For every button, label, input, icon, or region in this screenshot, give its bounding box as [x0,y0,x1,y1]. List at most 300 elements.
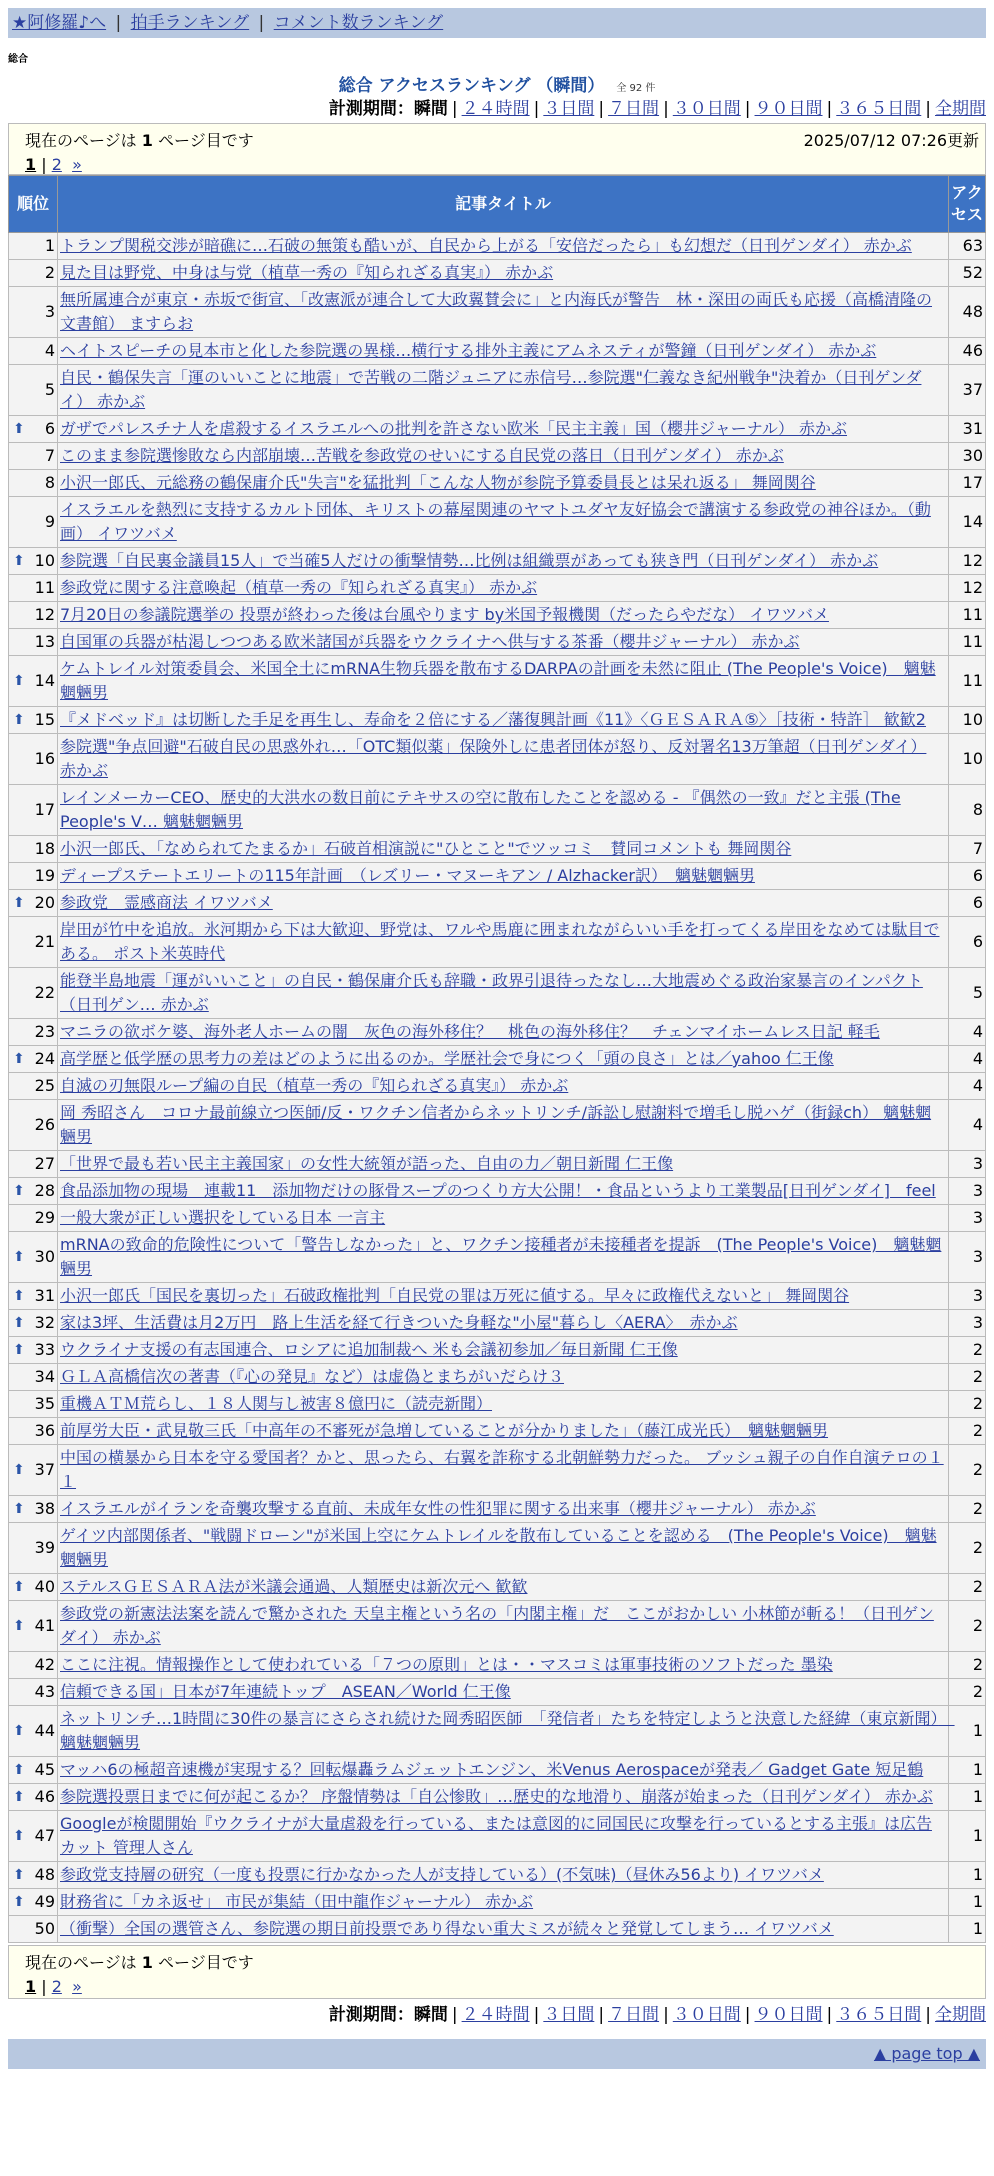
count-cell: 2 [949,1337,986,1364]
title-cell [58,1337,949,1364]
table-row [9,890,986,917]
article-link[interactable]: このまま参院選惨敗なら内部崩壊…苦戦を参政党のせいにする自民党の落日（日刊ゲンダイ） 赤かぶ [60,446,784,465]
up-arrow-icon: ⬆ [13,1462,25,1478]
table-row [9,1445,986,1496]
current-page-text [25,1950,977,1973]
title-cell [58,1232,949,1283]
rank-number: 41 [34,1616,55,1635]
table-row [9,416,986,443]
up-arrow-icon: ⬆ [13,1867,25,1883]
page-info-box-bottom [8,1945,986,1999]
article-link[interactable]: 能登半島地震「運がいいこと」の自民・鶴保庸介氏も辞職・政界引退待ったなし…大地震めぐる政治家暴言のインパクト（日刊ゲン… 赤かぶ [60,971,923,1014]
period-separator: | [451,2005,458,2025]
page-title-row [0,71,994,96]
rank-cell [9,1889,58,1916]
title-cell [58,416,949,443]
article-link[interactable]: ゲイツ内部関係者、"戦闘ドローン"が米国上空にケムトレイルを散布していることを認める (The People's Voice) 魑魅魍魎男 [60,1526,937,1569]
title-cell [58,260,949,287]
table-row [9,1496,986,1523]
article-link[interactable]: 見た目は野党、中身は与党（植草一秀の『知られざる真実』） 赤かぶ [60,263,554,282]
article-link[interactable]: 7月20日の参議院選挙の 投票が終わった後は台風やります by米国予報機関（だったらやだな） イワツバメ [60,605,829,624]
rank-number: 50 [34,1919,55,1938]
page-link-2[interactable]: 2 [51,1977,62,1996]
footer-bar [8,2039,986,2069]
title-cell [58,548,949,575]
title-cell [58,734,949,785]
table-row [9,1757,986,1784]
count-cell: 2 [949,1574,986,1601]
title-cell [58,497,949,548]
rank-number: 48 [34,1865,55,1884]
period-link-2[interactable]: ３日間 [543,99,595,119]
page-title: 総合 アクセスランキング （瞬間） [338,76,605,96]
count-cell: 30 [949,443,986,470]
count-cell: 31 [949,416,986,443]
count-cell: 2 [949,1523,986,1574]
rank-cell [9,1916,58,1943]
period-link-2[interactable]: ３日間 [543,2005,595,2025]
title-cell [58,575,949,602]
period-link-6[interactable]: ３６５日間 [836,99,922,119]
article-link[interactable]: イスラエルを熱烈に支持するカルト団体、キリストの幕屋関連のヤマトユダヤ友好協会で講演する参政党の神谷ほか。（動画） イワツバメ [60,500,931,543]
page-link-1: 1 [25,1977,37,1996]
rank-cell [9,1337,58,1364]
article-link[interactable]: 信頼できる国」日本が7年連続トップ ASEAN／World 仁王像 [60,1682,511,1701]
table-row [9,287,986,338]
title-cell [58,1151,949,1178]
table-row [9,1391,986,1418]
article-link[interactable]: 無所属連合が東京・赤坂で街宣、「改憲派が連合して大政翼賛会に」と内海氏が警告 林・深田の両氏も応援（高橋清隆の文書館） ますらお [60,290,933,333]
rank-header: 順位 [9,176,58,233]
count-cell: 8 [949,785,986,836]
rank-number: 7 [44,446,55,465]
count-cell: 4 [949,1019,986,1046]
article-link[interactable]: レインメーカーCEO、歴史的大洪水の数日前にテキサスの空に散布したことを認める - 『偶然の一致』だと主張 (The People's V… 魑魅魍魎男 [60,788,901,831]
article-link[interactable]: ヘイトスピーチの見本市と化した参院選の異様…横行する排外主義にアムネスティが警鐘（日刊ゲンダイ） 赤かぶ [60,341,877,360]
article-link[interactable]: 参政党に関する注意喚起（植草一秀の『知られざる真実』） 赤かぶ [60,578,538,597]
article-link[interactable]: 岡 秀昭さん コロナ最前線立つ医師/反・ワクチン信者からネットリンチ/訴訟し慰謝料で増毛し脱ハゲ（街録ch） 魑魅魍魎男 [60,1103,932,1146]
count-cell: 2 [949,1652,986,1679]
count-cell: 4 [949,1100,986,1151]
rank-number: 39 [34,1538,55,1557]
rank-cell [9,1523,58,1574]
period-current: 瞬間 [413,2005,448,2025]
period-label: 計測期間： [328,99,414,119]
up-arrow-icon: ⬆ [13,553,25,569]
rank-cell [9,470,58,497]
table-row [9,233,986,260]
title-cell [58,1310,949,1337]
count-cell: 11 [949,656,986,707]
clap-ranking-link[interactable]: 拍手ランキング [130,13,250,33]
article-link[interactable]: ウクライナ支援の有志国連合、ロシアに追加制裁へ 米も会議初参加／毎日新聞 仁王像 [60,1340,678,1359]
count-cell: 3 [949,1283,986,1310]
rank-cell [9,1445,58,1496]
period-separator: | [533,2005,540,2025]
period-link-6[interactable]: ３６５日間 [836,2005,922,2025]
rank-number: 27 [34,1154,55,1173]
count-cell: 17 [949,470,986,497]
period-separator: | [826,2005,833,2025]
rank-number: 43 [34,1682,55,1701]
title-cell [58,1019,949,1046]
rank-number: 22 [34,983,55,1002]
top-nav-bar [8,8,986,38]
article-link[interactable]: ケムトレイル対策委員会、米国全土にmRNA生物兵器を散布するDARPAの計画を未然に阻止 (The People's Voice) 魑魅魍魎男 [60,659,936,702]
table-row [9,365,986,416]
period-selector [8,97,986,121]
rank-cell [9,602,58,629]
rank-cell [9,338,58,365]
rank-cell [9,548,58,575]
period-link-7[interactable]: 全期間 [935,2005,986,2025]
article-link[interactable]: Googleが検閲開始『ウクライナが大量虐殺を行っている、または意図的に同国民に攻撃を行っているとする主張』は広告カット 管理人さん [60,1814,932,1857]
up-arrow-icon: ⬆ [13,1183,25,1199]
article-link[interactable]: 参政党支持層の研究（一度も投票に行かなかった人が支持している）(不気味)（昼休み56より) イワツバメ [60,1865,824,1884]
up-arrow-icon: ⬆ [13,673,25,689]
count-cell: 11 [949,602,986,629]
period-link-7[interactable]: 全期間 [935,99,986,119]
next-page-link[interactable]: » [72,155,82,174]
rank-cell [9,968,58,1019]
table-row [9,1205,986,1232]
up-arrow-icon: ⬆ [13,1342,25,1358]
pagination-space [62,155,72,174]
table-row [9,1574,986,1601]
rank-number: 4 [44,341,55,360]
count-cell: 10 [949,707,986,734]
table-header-row [9,176,986,233]
period-label: 計測期間： [328,2005,414,2025]
period-separator: | [663,2005,669,2025]
table-row [9,338,986,365]
rank-number: 45 [34,1760,55,1779]
pagination [25,155,977,174]
period-separator: | [533,99,540,119]
table-row [9,1073,986,1100]
table-row [9,575,986,602]
rank-cell [9,1364,58,1391]
rank-cell [9,1574,58,1601]
title-header: 記事タイトル [58,176,949,233]
up-arrow-icon: ⬆ [13,1315,25,1331]
rank-cell [9,629,58,656]
count-cell: 5 [949,968,986,1019]
title-cell [58,287,949,338]
count-cell: 14 [949,497,986,548]
count-cell: 63 [949,233,986,260]
rank-number: 16 [34,749,55,768]
count-cell: 6 [949,890,986,917]
rank-number: 31 [34,1286,55,1305]
rank-number: 9 [44,512,55,531]
rank-number: 29 [34,1208,55,1227]
rank-number: 2 [44,263,55,282]
rank-number: 32 [34,1313,55,1332]
title-cell [58,1889,949,1916]
page-number: 1 [141,131,153,150]
article-link[interactable]: 財務省に「カネ返せ」 市民が集結（田中龍作ジャーナル） 赤かぶ [60,1892,534,1911]
title-cell [58,1784,949,1811]
count-cell: 2 [949,1496,986,1523]
rank-cell [9,656,58,707]
title-cell [58,602,949,629]
article-link[interactable]: 食品添加物の現場 連載11 添加物だけの豚骨スープのつくり方大公開！・食品というより工業製品[日刊ゲンダイ] feel [60,1181,936,1200]
count-cell: 1 [949,1706,986,1757]
rank-number: 5 [44,380,55,399]
article-link[interactable]: 高学歴と低学歴の思考力の差はどのように出るのか。学歴社会で身につく「頭の良さ」とは／yahoo 仁王像 [60,1049,834,1068]
table-row [9,602,986,629]
article-link[interactable]: ＧＬＡ高橋信次の著書（『心の発見』など）は虚偽とまちがいだらけ３ [60,1367,565,1386]
rank-cell [9,1784,58,1811]
title-cell [58,1862,949,1889]
rank-cell [9,1601,58,1652]
rank-cell [9,917,58,968]
title-cell [58,443,949,470]
count-header: アクセス [949,176,986,233]
article-link[interactable]: mRNAの致命的危険性について「警告しなかった」と、ワクチン接種者が未接種者を提訴 (The People's Voice) 魑魅魍魎男 [60,1235,942,1278]
count-cell: 1 [949,1916,986,1943]
table-row [9,917,986,968]
title-cell [58,1574,949,1601]
title-cell [58,1445,949,1496]
up-arrow-icon: ⬆ [13,712,25,728]
article-link[interactable]: マッハ6の極超音速機が実現する？回転爆轟ラムジェットエンジン、米Venus Aerospaceが発表／ Gadget Gate 短足鶴 [60,1760,924,1779]
title-cell [58,1811,949,1862]
table-row [9,1862,986,1889]
article-link[interactable]: 重機ＡＴＭ荒らし、１８人関与し被害８億円に（読売新聞） [60,1394,493,1413]
count-cell: 2 [949,1679,986,1706]
article-link[interactable]: 自民・鶴保失言「運のいいことに地震」で苦戦の二階ジュニアに赤信号…参院選"仁義なき紀州戦争"決着か（日刊ゲンダイ） 赤かぶ [60,368,922,411]
article-link[interactable]: ここに注視。情報操作として使われている「７つの原則」とは・・マスコミは軍事技術のソフトだった 墨染 [60,1655,833,1674]
rank-number: 37 [34,1460,55,1479]
period-link-4[interactable]: ３０日間 [672,2005,741,2025]
table-row [9,1916,986,1943]
title-cell [58,1757,949,1784]
article-link[interactable]: 小沢一郎氏、元総務の鶴保庸介氏"失言"を猛批判「こんな人物が参院予算委員長とは呆れ返る」 舞岡関谷 [60,473,816,492]
rank-cell [9,1178,58,1205]
article-link[interactable]: 参院選"争点回避"石破自民の思惑外れ…「OTC類似薬」保険外しに患者団体が怒り、反対署名13万筆超（日刊ゲンダイ） 赤かぶ [60,737,927,780]
table-row [9,443,986,470]
count-cell: 3 [949,1151,986,1178]
article-link[interactable]: 参院選「自民裏金議員15人」で当確5人だけの衝撃情勢…比例は組織票があっても狭き門（日刊ゲンダイ） 赤かぶ [60,551,879,570]
rank-number: 14 [34,671,55,690]
article-link[interactable]: 岸田が竹中を追放。氷河期から下は大歓迎、野党は、ワルや馬鹿に囲まれながらいい手を打ってくる岸田をなめては駄目である。 ポスト米英時代 [60,920,940,963]
period-link-3[interactable]: ７日間 [608,99,660,119]
rank-number: 13 [34,632,55,651]
title-cell [58,1418,949,1445]
rank-number: 25 [34,1076,55,1095]
count-cell: 1 [949,1889,986,1916]
up-arrow-icon: ⬆ [13,1249,25,1265]
article-link[interactable]: 小沢一郎氏、「なめられてたまるか」石破首相演説に"ひとこと"でツッコミ 賛同コメントも 舞岡関谷 [60,839,792,858]
article-link[interactable]: 前厚労大臣・武見敬三氏「中高年の不審死が急増していることが分かりました」（藤江成光氏） 魑魅魍魎男 [60,1421,829,1440]
rank-number: 8 [44,473,55,492]
page-text-prefix: 現在のページは [25,1953,142,1972]
title-cell [58,233,949,260]
comment-ranking-link[interactable]: コメント数ランキング [273,13,444,33]
table-row [9,1784,986,1811]
count-cell: 11 [949,629,986,656]
count-cell: 1 [949,1784,986,1811]
title-cell [58,470,949,497]
count-cell: 37 [949,365,986,416]
period-separator: | [598,2005,605,2025]
rank-cell [9,1310,58,1337]
rank-number: 47 [34,1826,55,1845]
count-cell: 1 [949,1757,986,1784]
rank-cell [9,890,58,917]
period-link-5[interactable]: ９０日間 [754,99,823,119]
rank-cell [9,1283,58,1310]
title-cell [58,1073,949,1100]
article-link[interactable]: トランプ関税交渉が暗礁に…石破の無策も酷いが、自民から上がる「安倍だったら」も幻想だ（日刊ゲンダイ） 赤かぶ [60,236,912,255]
table-row [9,1418,986,1445]
title-cell [58,365,949,416]
category-label: 総合 [8,54,28,65]
rank-cell [9,1205,58,1232]
period-separator: | [925,2005,931,2025]
up-arrow-icon: ⬆ [13,1789,25,1805]
period-link-4[interactable]: ３０日間 [672,99,741,119]
rank-number: 26 [34,1115,55,1134]
rank-number: 20 [34,893,55,912]
article-link[interactable]: イスラエルがイランを奇襲攻撃する直前、未成年女性の性犯罪に関する出来事（櫻井ジャーナル） 赤かぶ [60,1499,816,1518]
home-link[interactable]: ★阿修羅♪へ [12,13,107,33]
article-link[interactable]: ディープステートエリートの115年計画 （レズリー・マヌーキアン / Alzhacker訳） 魑魅魍魎男 [60,866,755,885]
up-arrow-icon: ⬆ [13,1723,25,1739]
count-cell: 2 [949,1418,986,1445]
count-cell: 4 [949,1073,986,1100]
table-row [9,707,986,734]
article-link[interactable]: ステルスＧＥＳＡＲＡ法が米議会通過、人類歴史は新次元へ 歓歓 [60,1577,528,1596]
title-cell [58,1100,949,1151]
period-link-1[interactable]: ２４時間 [461,99,530,119]
page-text-suffix: ページ目です [152,1953,254,1972]
article-link[interactable]: ガザでパレスチナ人を虐殺するイスラエルへの批判を許さない欧米「民主主義」国（櫻井ジャーナル） 赤かぶ [60,419,848,438]
period-link-3[interactable]: ７日間 [608,2005,660,2025]
table-row [9,1364,986,1391]
title-cell [58,1652,949,1679]
title-cell [58,1178,949,1205]
rank-number: 38 [34,1499,55,1518]
rank-cell [9,1073,58,1100]
table-row [9,656,986,707]
title-cell [58,1364,949,1391]
rank-number: 15 [34,710,55,729]
rank-cell [9,287,58,338]
rank-cell [9,863,58,890]
rank-number: 17 [34,800,55,819]
rank-cell [9,1391,58,1418]
pagination-space [62,1977,72,1996]
rank-cell [9,443,58,470]
article-link[interactable]: 一般大衆が正しい選択をしている日本 一言主 [60,1208,386,1227]
period-link-1[interactable]: ２４時間 [461,2005,530,2025]
rank-number: 23 [34,1022,55,1041]
rank-number: 6 [44,419,55,438]
rank-number: 10 [34,551,55,570]
page-text-suffix: ページ目です [152,131,254,150]
article-link[interactable]: （衝撃）全国の選管さん、参院選の期日前投票であり得ない重大ミスが続々と発覚してしまう… イワツバメ [60,1919,834,1938]
period-separator: | [744,2005,751,2025]
title-cell [58,890,949,917]
table-row [9,1178,986,1205]
article-link[interactable]: 参政党 霊感商法 イワツバメ [60,893,273,912]
total-count: 全 92 件 [616,83,656,94]
rank-number: 19 [34,866,55,885]
count-cell: 3 [949,1205,986,1232]
count-cell: 3 [949,1310,986,1337]
article-link[interactable]: 参政党の新憲法法案を読んで驚かされた 天皇主権という名の「内閣主権」だ ここがおかしい 小林節が斬る！（日刊ゲンダイ） 赤かぶ [60,1604,934,1647]
article-link[interactable]: 自国軍の兵器が枯渇しつつある欧米諸国が兵器をウクライナへ供与する茶番（櫻井ジャーナル） 赤かぶ [60,632,800,651]
ranking-table [8,175,986,1943]
rank-cell [9,365,58,416]
count-cell: 46 [949,338,986,365]
article-link[interactable]: ネットリンチ…1時間に30件の暴言にさらされ続けた岡秀昭医師 「発信者」たちを特定しようと決意した経緯（東京新聞） 魑魅魍魎男 [60,1709,955,1752]
count-cell: 10 [949,734,986,785]
count-cell: 2 [949,1364,986,1391]
article-link[interactable]: 家は3坪、生活費は月2万円 路上生活を経て行きついた身軽な"小屋"暮らし〈AERA〉 赤かぶ [60,1313,738,1332]
rank-cell [9,416,58,443]
pagination-separator: | [36,1977,52,1996]
table-row [9,1601,986,1652]
rank-number: 35 [34,1394,55,1413]
article-link[interactable]: マニラの欲ボケ婆、海外老人ホームの闇 灰色の海外移住？ 桃色の海外移住？ チェンマイホームレス日記 軽毛 [60,1022,880,1041]
rank-number: 12 [34,605,55,624]
title-cell [58,338,949,365]
rank-cell [9,1757,58,1784]
article-link[interactable]: 中国の横暴から日本を守る愛国者？かと、思ったら、右翼を詐称する北朝鮮勢力だった。 ブッシュ親子の自作自演テロの１１ [60,1448,944,1491]
page-link-2[interactable]: 2 [51,155,62,174]
table-row [9,1151,986,1178]
table-row [9,1811,986,1862]
article-link[interactable]: 参院選投票日までに何が起こるか？ 序盤情勢は「自公惨敗」…歴史的な地滑り、崩落が始まった（日刊ゲンダイ） 赤かぶ [60,1787,933,1806]
table-row [9,470,986,497]
next-page-link[interactable]: » [72,1977,82,1996]
rank-cell [9,1679,58,1706]
count-cell: 48 [949,287,986,338]
pagination-separator: | [36,155,52,174]
article-link[interactable]: 『メドベッド』は切断した手足を再生し、寿命を２倍にする／藩復興計画《11》〈ＧＥＳＡＲＡ⑤〉［技術・特許］ 歓歓2 [60,710,926,729]
table-row [9,968,986,1019]
page-top-link[interactable]: ▲ page top ▲ [873,2044,980,2063]
rank-cell [9,1811,58,1862]
title-cell [58,1679,949,1706]
rank-number: 28 [34,1181,55,1200]
count-cell: 3 [949,1178,986,1205]
title-cell [58,1523,949,1574]
up-arrow-icon: ⬆ [13,1618,25,1634]
table-row [9,785,986,836]
nav-separator: | [258,13,265,33]
title-cell [58,629,949,656]
rank-cell [9,1232,58,1283]
table-row [9,1310,986,1337]
period-link-5[interactable]: ９０日間 [754,2005,823,2025]
article-link[interactable]: 自滅の刃無限ループ編の自民（植草一秀の『知られざる真実』） 赤かぶ [60,1076,569,1095]
up-arrow-icon: ⬆ [13,1051,25,1067]
rank-number: 24 [34,1049,55,1068]
article-link[interactable]: 小沢一郎氏「国民を裏切った」石破政権批判「自民党の罪は万死に値する。早々に政権代えないと」 舞岡関谷 [60,1286,850,1305]
article-link[interactable]: 「世界で最も若い民主主義国家」の女性大統領が語った、自由の力／朝日新聞 仁王像 [60,1154,674,1173]
up-arrow-icon: ⬆ [13,1828,25,1844]
title-cell [58,1706,955,1757]
table-row [9,1100,986,1151]
period-separator: | [826,99,833,119]
table-row [9,548,986,575]
rank-cell [9,1418,58,1445]
